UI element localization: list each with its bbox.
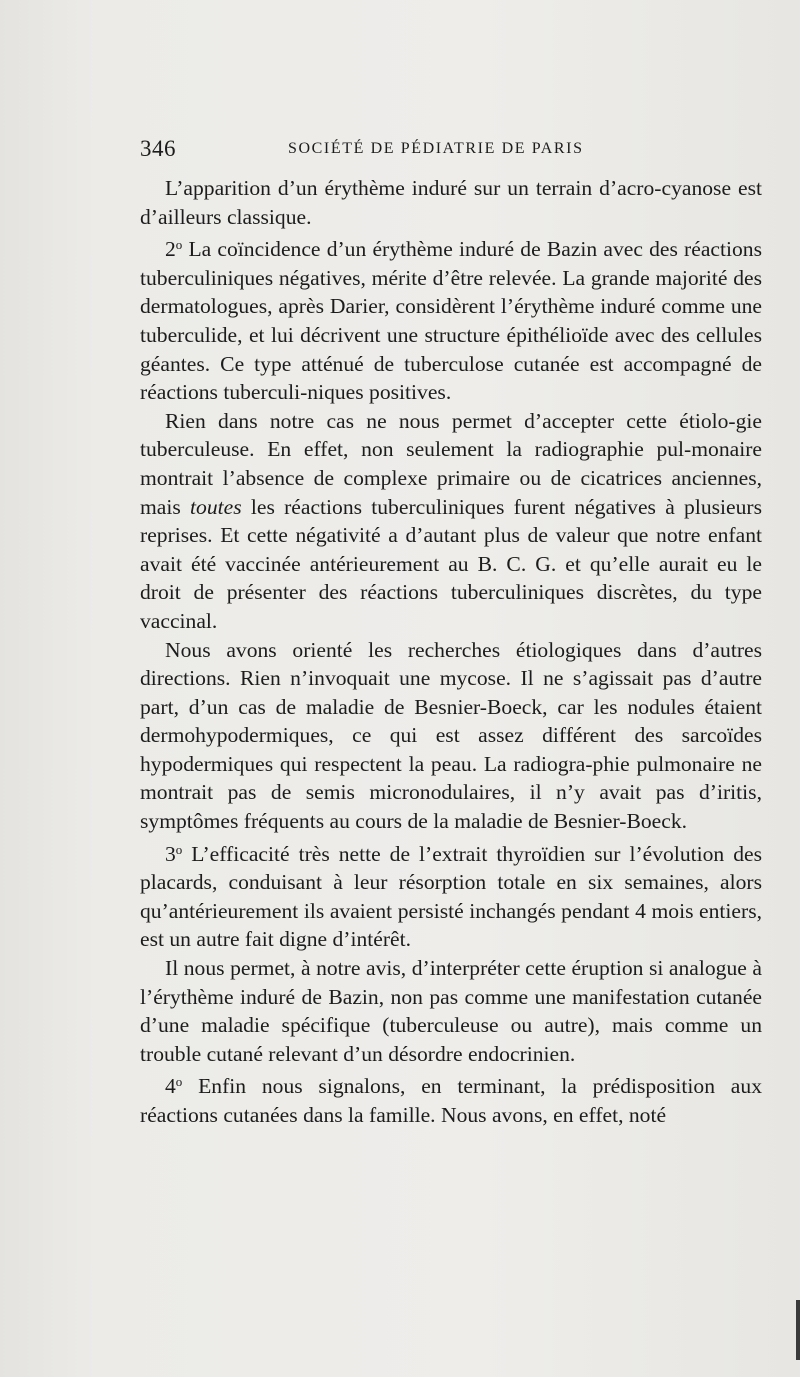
scan-edge-shadow (796, 1300, 800, 1360)
page-number: 346 (140, 136, 176, 161)
paragraph-5-text: L’efficacité très nette de l’extrait thyroïdien sur l’évolution des placards, conduisant à leur résorption totale en six semaines, alors qu’antérieurement ils avaient persisté inchangés pendant 4 mois entiers, est un autre fait digne d’intérêt. (140, 841, 762, 952)
paragraph-4 (140, 636, 762, 836)
paragraph-3-text-b: les réactions tuberculiniques furent négatives à plusieurs reprises. Et cette négativité a d’autant plus de valeur que notre enfant avait été vaccinée antérieurement au B. C. G. et qu’elle aurait eu le droit de présenter des réactions tuberculiniques discrètes, du type vaccinal. (140, 494, 762, 633)
paragraph-1-text: L’apparition d’un érythème induré sur un terrain d’acro-cyanose est d’ailleurs classique. (140, 176, 762, 229)
paragraph-5-number: 3 (165, 841, 176, 866)
paragraph-3-text-a: Rien dans notre cas ne nous permet d’accepter cette étiolo-gie tuberculeuse. En effet, non seulement la radiographie pul-monaire montrait l’absence de complexe primaire ou de cicatrices anciennes, mais (140, 408, 762, 519)
running-title: SOCIÉTÉ DE PÉDIATRIE DE PARIS (288, 140, 584, 157)
paragraph-7 (140, 1068, 762, 1129)
paragraph-7-text: Enfin nous signalons, en terminant, la prédisposition aux réactions cutanées dans la famille. Nous avons, en effet, noté (140, 1074, 762, 1127)
paragraph-3-emphasis: toutes (190, 494, 242, 519)
body-text (140, 174, 762, 1130)
paragraph-2-number: 2 (165, 237, 176, 262)
paragraph-1 (140, 174, 762, 231)
paragraph-5-ordinal: o (175, 841, 183, 857)
paragraph-2-text: La coïncidence d’un érythème induré de Bazin avec des réactions tuberculiniques négatives, mérite d’être relevée. La grande majorité des dermatologues, après Darier, considèrent l’érythème induré comme une tuberculide, et lui décrivent une structure épithélioïde avec des cellules géantes. Ce type atténué de tuberculose cutanée est accompagné de réactions tuberculi-niques positives. (140, 237, 762, 405)
paragraph-2-ordinal: o (175, 237, 183, 253)
paragraph-5 (140, 836, 762, 954)
paragraph-7-number: 4 (165, 1074, 176, 1099)
paragraph-4-text: Nous avons orienté les recherches étiologiques dans d’autres directions. Rien n’invoquait une mycose. Il ne s’agissait pas d’autre part, d’un cas de maladie de Besnier-Boeck, car les nodules étaient dermohypodermiques, ce qui est assez différent des sarcoïdes hypodermiques qui respectent la peau. La radiogra-phie pulmonaire ne montrait pas de semis micronodulaires, il n’y avait pas d’iritis, symptômes fréquents au cours de la maladie de Besnier-Boeck. (140, 637, 762, 834)
paragraph-2 (140, 231, 762, 407)
page-header (140, 136, 760, 164)
paragraph-6-text: Il nous permet, à notre avis, d’interpréter cette éruption si analogue à l’érythème induré de Bazin, non pas comme une manifestation cutanée d’une maladie spécifique (tuberculeuse ou autre), mais comme un trouble cutané relevant d’un désordre endocrinien. (140, 956, 762, 1066)
paragraph-3 (140, 407, 762, 636)
paragraph-7-ordinal: o (175, 1074, 183, 1090)
paragraph-6 (140, 954, 762, 1068)
